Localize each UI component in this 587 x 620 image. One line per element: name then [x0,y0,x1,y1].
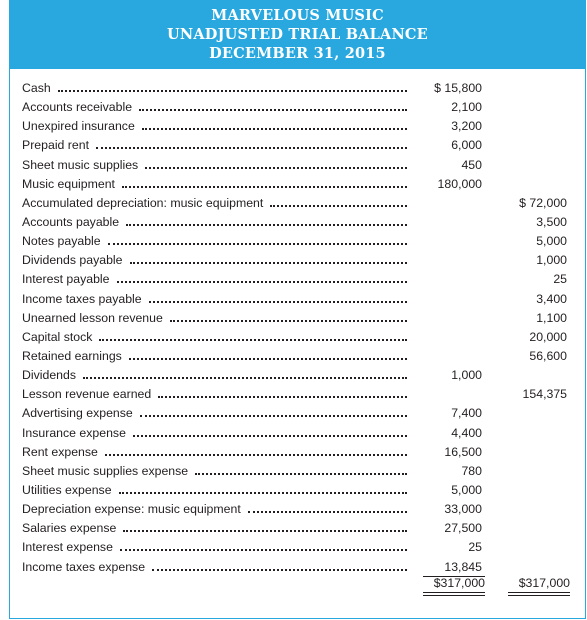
credit-total-double-rule [508,592,570,596]
account-row [10,212,585,231]
credit-amount: 56,600 [529,348,567,363]
dot-leader [270,205,407,207]
account-label [22,81,407,95]
dot-leader [149,301,407,303]
account-label-text: Accounts receivable [22,100,135,114]
account-label-text: Lesson revenue earned [22,387,154,401]
account-label-text: Capital stock [22,330,95,344]
credit-amount: 1,100 [536,310,567,325]
dot-leader [195,473,407,475]
account-row [10,155,585,174]
report-date: DECEMBER 31, 2015 [209,45,386,62]
credit-amount: 154,375 [522,387,567,402]
total-credit: $317,000 [518,576,570,590]
account-row [10,518,585,537]
account-label-text: Unearned lesson revenue [22,311,166,325]
account-label-text: Unexpired insurance [22,119,138,133]
account-label-text: Income taxes payable [22,292,145,306]
dot-leader [105,454,407,456]
account-row [10,442,585,461]
debit-amount: 7,400 [451,406,482,421]
dot-leader [170,320,407,322]
account-row [10,193,585,212]
dot-leader [139,109,407,111]
account-label [22,253,407,267]
trial-balance-header [10,1,585,69]
credit-amount: $ 72,000 [519,195,567,210]
debit-amount: 27,500 [444,521,482,536]
account-label-text: Advertising expense [22,406,136,420]
account-label-text: Salaries expense [22,521,119,535]
account-label-text: Interest expense [22,540,116,554]
account-label [22,158,407,172]
account-label-text: Dividends payable [22,253,126,267]
account-label-text: Insurance expense [22,426,129,440]
debit-amount: $ 15,800 [434,81,482,95]
account-label-text: Rent expense [22,445,101,459]
credit-amount: 3,400 [536,291,567,306]
debit-amount: 33,000 [444,502,482,517]
account-row [10,557,585,576]
account-label [22,311,407,325]
account-label [22,521,407,535]
account-label-text: Sheet music supplies [22,158,141,172]
dot-leader [142,128,407,130]
debit-amount: 2,100 [451,100,482,115]
debit-total-double-rule [423,592,485,596]
account-label-text: Interest payable [22,272,113,286]
account-label [22,560,407,574]
account-row [10,461,585,480]
credit-amount: 20,000 [529,329,567,344]
debit-amount: 3,200 [451,119,482,134]
account-row [10,403,585,422]
account-label-text: Utilities expense [22,483,115,497]
account-row [10,537,585,556]
account-row [10,289,585,308]
dot-leader [96,147,407,149]
account-label [22,502,407,516]
account-row [10,346,585,365]
debit-amount: 25 [468,540,482,555]
account-row [10,480,585,499]
account-label-text: Music equipment [22,177,118,191]
dot-leader [130,262,407,264]
account-label-text: Depreciation expense: music equipment [22,502,244,516]
account-label [22,464,407,478]
account-row [10,384,585,403]
credit-amount: 1,000 [536,253,567,268]
dot-leader [99,339,407,341]
credit-amount: 5,000 [536,234,567,249]
account-label [22,177,407,191]
account-label [22,100,407,114]
account-label [22,138,407,152]
account-row [10,365,585,384]
account-label [22,445,407,459]
dot-leader [119,492,407,494]
account-row [10,308,585,327]
account-label [22,234,407,248]
account-label-text: Accounts payable [22,215,122,229]
dot-leader [126,224,407,226]
account-row [10,135,585,154]
dot-leader [145,167,407,169]
debit-amount: 450 [461,157,482,172]
debit-amount: 13,845 [444,559,482,574]
account-row [10,327,585,346]
account-label [22,368,407,382]
account-label-text: Dividends [22,368,79,382]
account-label [22,387,407,401]
account-label [22,540,407,554]
dot-leader [158,396,407,398]
account-row [10,423,585,442]
dot-leader [248,511,407,513]
dot-leader [108,243,407,245]
debit-amount: 780 [461,463,482,478]
account-row [10,231,585,250]
company-name: MARVELOUS MUSIC [211,7,384,24]
credit-amount: 3,500 [536,214,567,229]
dot-leader [122,186,407,188]
dot-leader [133,435,407,437]
dot-leader [120,549,407,551]
account-row [10,78,585,97]
debit-amount: 6,000 [451,138,482,153]
account-label [22,349,407,363]
debit-amount: 4,400 [451,425,482,440]
account-row [10,499,585,518]
account-label-text: Notes payable [22,234,104,248]
account-row [10,116,585,135]
account-row [10,269,585,288]
account-label-text: Income taxes expense [22,560,148,574]
account-label-text: Retained earnings [22,349,125,363]
dot-leader [58,90,407,92]
account-label [22,292,407,306]
account-label [22,426,407,440]
account-label [22,483,407,497]
account-label [22,330,407,344]
dot-leader [123,530,407,532]
account-label [22,215,407,229]
account-label [22,196,407,210]
debit-amount: 180,000 [437,176,482,191]
total-debit: $317,000 [433,576,485,590]
account-label-text: Sheet music supplies expense [22,464,191,478]
report-title: UNADJUSTED TRIAL BALANCE [167,26,428,43]
dot-leader [117,281,407,283]
account-row [10,250,585,269]
account-label [22,272,407,286]
dot-leader [140,415,407,417]
account-label [22,406,407,420]
account-row [10,174,585,193]
dot-leader [152,569,407,571]
account-row [10,97,585,116]
credit-amount: 25 [553,272,567,287]
trial-balance-panel [9,0,586,619]
account-label [22,119,407,133]
account-label-text: Accumulated depreciation: music equipment [22,196,266,210]
account-label-text: Prepaid rent [22,138,92,152]
debit-amount: 16,500 [444,444,482,459]
debit-amount: 5,000 [451,482,482,497]
dot-leader [129,358,407,360]
dot-leader [83,377,407,379]
account-label-text: Cash [22,81,54,95]
debit-amount: 1,000 [451,368,482,383]
